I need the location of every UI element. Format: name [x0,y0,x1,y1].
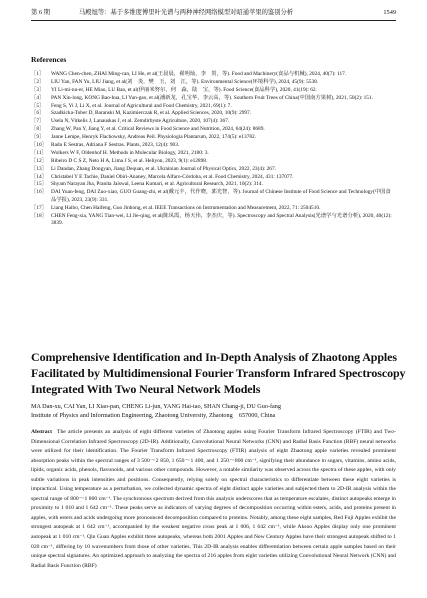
abstract-label: Abstract [31,429,52,435]
reference-text: WANG Chen-chen, ZHAI Ming-can, LI He, et al(王晨晨，翟明灿，李 贺，等). Food and Machinery(食品与机械), 2024, 40(7): 117. [51,71,347,77]
references-heading: References [31,55,67,64]
running-title: 马殿旭等：基于多维度傅里叶光谱与两种神经网络模型对昭通苹果的鉴别分析 [79,9,294,16]
reference-number: ［12］ [31,157,48,164]
reference-text: DAI Yuan-feng, DAI Zuo-xiao, GUO Guang-zhi, et al(戴元丰，代作晓，郭光智，等). Journal of Chinese Institute of Food Science and Technology(中国食品学报), 2023, 23(9): 331. [51,189,391,203]
reference-number: ［2］ [31,78,45,85]
title-line: Integrated With Two Neural Network Models [31,382,261,396]
reference-text: Wolkers W F, Oldenhof H. Methods in Molecular Biology, 2021, 2180: 3. [51,149,209,156]
reference-item [31,205,396,213]
reference-number: ［16］ [31,189,48,196]
reference-item [31,158,396,166]
reference-item [31,174,396,182]
reference-text: Zhang W, Pan Y, Jiang Y, et al. Critical Reviews in Food Science and Nutrition, 2024, 64(24): 8689. [51,126,265,133]
reference-number: ［5］ [31,102,45,109]
author-list: MA Dan-xu, CAI Yan, LI Xiao-pan, CHENG Li-jun, YANG Hai-tao, SHAN Chang-ji, DU Guo-fang [31,403,281,410]
reference-number: ［1］ [31,71,45,77]
reference-number: ［8］ [31,126,45,133]
header-rule [31,20,396,21]
reference-item [31,181,396,189]
reference-number: ［13］ [31,165,48,172]
reference-text: Usela N, Vitkelis J, Lanauskas J, et al. Zemdirbyste Agriculture, 2020, 107(4): 367. [51,118,230,125]
reference-item [31,150,396,158]
reference-text: LIU Yan, FAN Yu, LIU Jiang, et al(刘 炎，樊 玉，刘 江，等). Environmental Science(环境科学), 2024, 45(9): 5538. [51,78,319,85]
reference-item [31,103,396,111]
reference-text: Radu E Sestras, Adriana F Sestras. Plants, 2023, 12(4): 903. [51,142,180,149]
reference-item [31,189,396,204]
running-header [31,5,396,21]
reference-text: Janne Lempe, Henryk Flachowsky, Andreas Peil. Physiologia Plantarum, 2022, 174(5): e13782. [51,134,257,141]
reference-item [31,71,396,79]
reference-item [31,110,396,118]
reference-item [31,213,396,228]
reference-number: ［7］ [31,118,45,125]
reference-item [31,95,396,103]
reference-text: Li Dandan, Zhang Dongyan, Jiang Dequan, et al. Ukrainian Journal of Physical Optics, 2022, 23(4): 267. [51,165,276,172]
reference-text: Shyam Narayan Jha, Pranita Jaiswal, Leena Kumari, et al. Agricultural Research, 2021, 10(2): 314. [51,181,263,188]
reference-item [31,134,396,142]
abstract [31,428,396,598]
abstract-text: The article presents an analysis of eight different varieties of Zhaotong apples using Fourier Transform Infrared Spectroscopy (FTIR) and Two-Dimensional Correlation Infrared Spectroscopy (2D-IR). Additionally, Convolutional Neural Networks (CNN) and Radial Basis Function (RBF) neural networks were utilized for their identification. The Fourier Transform Infrared Spectroscopy (FTIR) analysis of eight Zhaotong apple varieties revealed prominent absorption peaks within the spectral ranges of 3 500～2 850, 1 650～1 400, and 1 250～800 cm⁻¹, signifying their abundance in sugars, vitamins, amino acids, lipids, organic acids, phenols, flavonoids, and various other compounds. However, a notable similarity was observed across the spectra of these apples, with only subtle variations in peak intensities and positions. Consequently, relying solely on spectral characteristics to differentiate between these eight varieties is impractical. Using temperature as a perturbation, we collected dynamic spectra of eight distinct apple varieties and subjected them to 2D-IR analysis within the spectral range of 800～1 800 cm⁻¹. The synchronous spectrum derived from this analysis underscores that as temperature escalates, distinct autopeaks emerge in proximity to 1 010 and 1 642 cm⁻¹. These peaks serve as indicators of varying degrees of decomposition occurring within esters, acids, and proteins present in apples, with esters and acids undergoing more pronounced decomposition compared to proteins. Notably, among these eight samples, Red Fuji Apples exhibit the strongest autopeak at 1 642 cm⁻¹, accompanied by the weakest negative cross peak at 1 006, 1 642 cm⁻¹, while Aksoo Apples display only one prominent autopeak at 1 010 cm⁻¹. Qin Guan Apples exhibit three autopeaks, whereas both 2001 Apples and New Century Apples have their strongest autopeak shifted to 1 020 cm⁻¹, differing by 10 wavenumbers from those of other varieties. This 2D-IR analysis enables differentiation between certain apple samples based on their unique spectral signatures. An optimized approach to analyzing the spectra of 216 apples from eight varieties utilizing Convolutional Neural Network (CNN) and Radial Basis Function (RBF) [31,429,396,569]
affiliation: Institute of Physics and Information Engineering, Zhaotong University, Zhaotong 657000, China [31,412,276,419]
reference-text: CHEN Feng-xia, YANG Tian-wei, LI Jie-qing, et al(陈凤霞，杨天伟，李杰庆，等). Spectroscopy and Spectral Analysis(光谱学与光谱分析), 2020, 40(12): 3839. [51,212,392,227]
reference-item [31,87,396,95]
reference-number: ［15］ [31,181,48,188]
reference-text: Liang Haibo, Chen Haifeng, Guo Jinhong, et al. IEEE Transactions on Instrumentation and Measurement, 2022, 71: 2504510. [51,204,321,211]
reference-number: ［9］ [31,134,45,141]
reference-number: ［11］ [31,149,47,156]
reference-item [31,118,396,126]
reference-item [31,166,396,174]
title-line: Facilitated by Multidimensional Fourier Transform Infrared Spectroscopy [31,366,406,380]
reference-number: ［14］ [31,173,48,180]
reference-text: YI Li-mi-nu-er, HE Miao, LU Bao, et al(伊丽米努尔，何 淼，陆 宝，等). Food Science(食品科学), 2020, 41(19): 62. [51,86,317,93]
reference-number: ［6］ [31,110,45,117]
reference-item [31,79,396,87]
reference-text: PAN Xin-long, KONG Bao-hua, LI Yun-gao, et al(潘新龙，孔宝华，李云高，等). Southern Fruit Trees of China(中国南方果树), 2021, 50(2): 151. [51,94,373,101]
reference-text: Ribeiro D C S Z, Neto H A, Lima J S, et al. Heliyon, 2023, 9(1): e12898. [51,157,208,164]
reference-item [31,142,396,150]
reference-text: Christabel Y E Tachie, Daniel Obiri-Ananey, Marcela Alfaro-Córdoba, et al. Food Chemistry, 2024, 431: 137077. [51,173,294,180]
title-line: Comprehensive Identification and In-Depth Analysis of Zhaotong Apples [31,350,397,364]
reference-number: ［3］ [31,86,45,93]
reference-number: ［10］ [31,142,48,149]
reference-number: ［18］ [31,212,48,219]
paper-title [31,349,406,397]
issue-number: 第 6 期 [31,9,50,16]
reference-number: ［4］ [31,94,45,101]
reference-list [31,71,396,228]
reference-text: Feng S, Yi J, Li X, et al. Journal of Agricultural and Food Chemistry, 2021, 69(1): 7. [51,102,232,109]
reference-text: Szadkicka-Tober D, Baranski M, Kazimierczak R, et al. Applied Sciences, 2020, 10(9): 2997. [51,110,252,117]
page-number: 1549 [383,9,396,16]
reference-number: ［17］ [31,204,48,211]
reference-item [31,126,396,134]
